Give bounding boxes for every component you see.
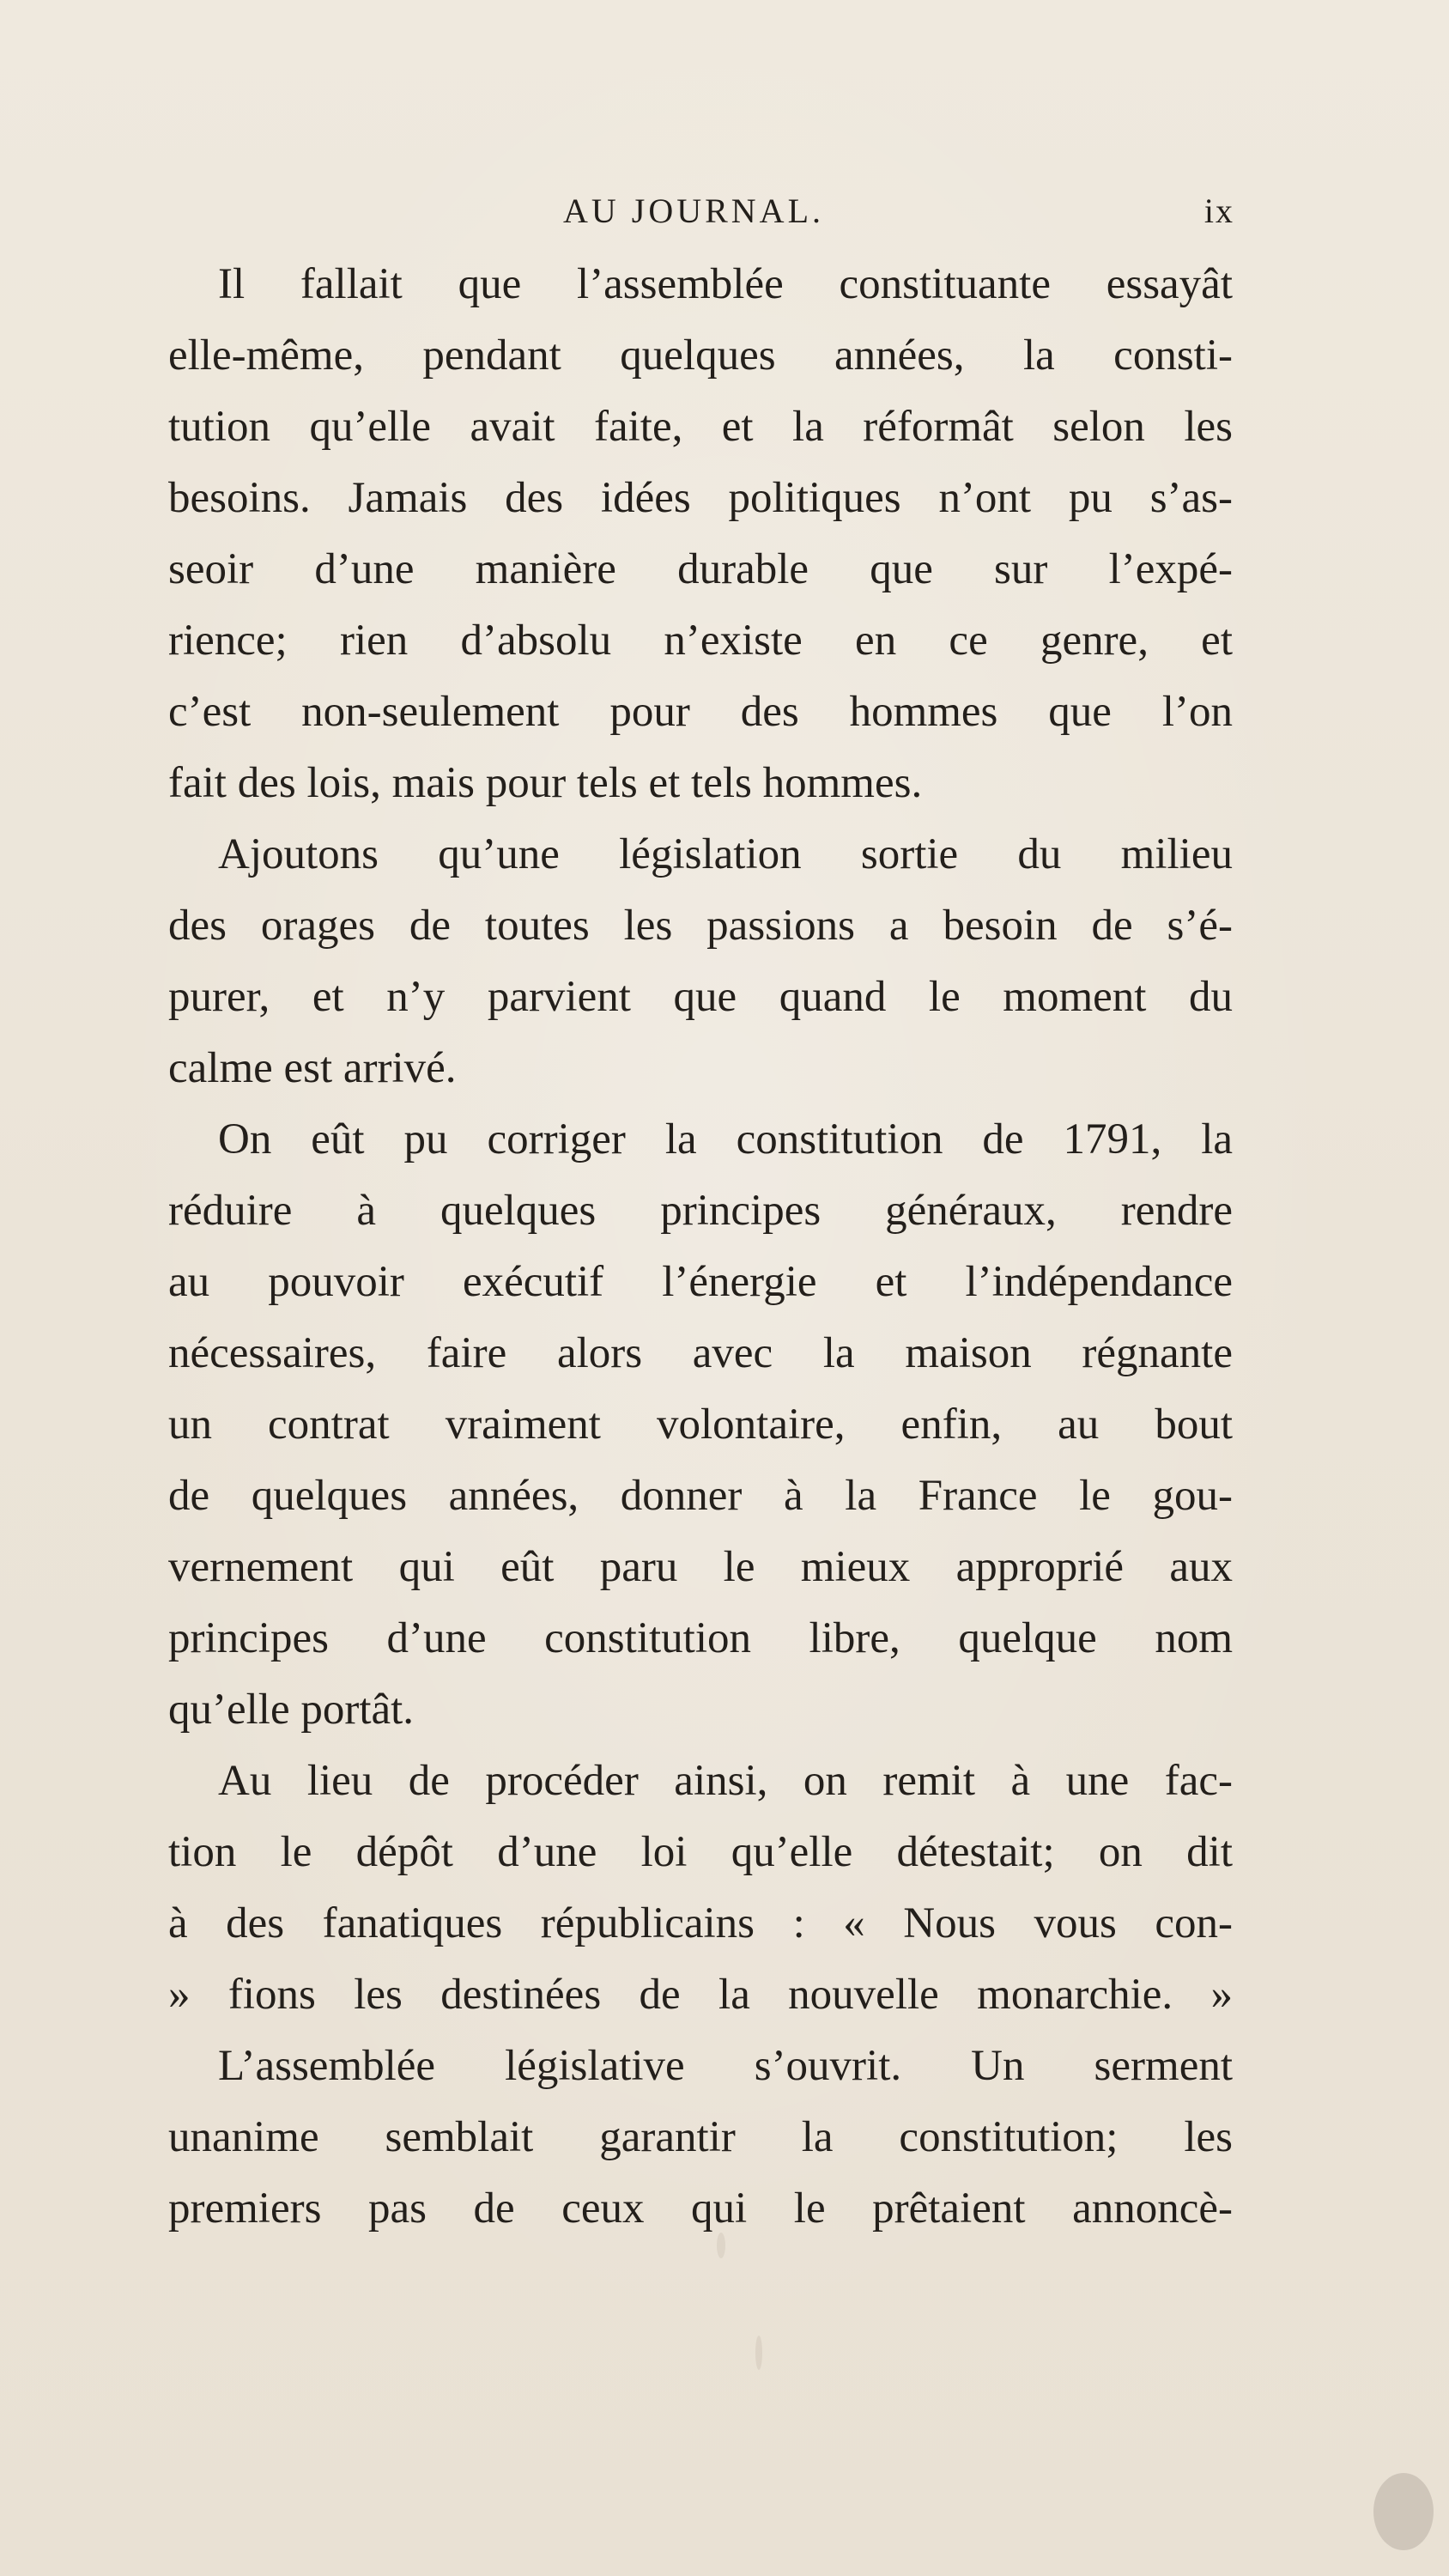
text-line: qu’elle portât. xyxy=(168,1686,415,1734)
text-line: besoins. Jamais des idées politiques n’ont pu s’as- xyxy=(168,474,1233,522)
text-line: réduire à quelques principes généraux, rendre xyxy=(168,1187,1233,1235)
text-line: au pouvoir exécutif l’énergie et l’indépendance xyxy=(168,1258,1233,1306)
text-line: de quelques années, donner à la France le gou- xyxy=(168,1472,1233,1520)
text-line: principes d’une constitution libre, quelque nom xyxy=(168,1614,1233,1662)
text-line: tion le dépôt d’une loi qu’elle détestait; on dit xyxy=(168,1828,1233,1876)
text-line: fait des lois, mais pour tels et tels hommes. xyxy=(168,759,923,807)
text-line: Au lieu de procéder ainsi, on remit à une fac- xyxy=(218,1757,1233,1805)
body-text xyxy=(168,249,1233,2245)
text-line: un contrat vraiment volontaire, enfin, au bout xyxy=(168,1400,1233,1449)
text-line: des orages de toutes les passions a besoin de s’é- xyxy=(168,902,1233,950)
text-line: Il fallait que l’assemblée constituante essayât xyxy=(218,260,1233,308)
running-title: AU JOURNAL. xyxy=(563,191,824,230)
text-line: calme est arrivé. xyxy=(168,1044,457,1092)
running-head xyxy=(170,187,1234,235)
text-line: à des fanatiques républicains : « Nous vous con- xyxy=(168,1899,1233,1947)
text-line: Ajoutons qu’une législation sortie du milieu xyxy=(218,830,1233,878)
text-line: » fions les destinées de la nouvelle monarchie. » xyxy=(168,1971,1233,2019)
text-line: c’est non-seulement pour des hommes que l’on xyxy=(168,688,1233,736)
text-line: premiers pas de ceux qui le prêtaient annoncè- xyxy=(168,2184,1233,2233)
text-line: nécessaires, faire alors avec la maison régnante xyxy=(168,1329,1233,1377)
text-line: On eût pu corriger la constitution de 1791, la xyxy=(218,1115,1233,1163)
page-number: ix xyxy=(1203,191,1234,230)
text-line: L’assemblée législative s’ouvrit. Un serment xyxy=(218,2042,1233,2090)
text-line: seoir d’une manière durable que sur l’expé- xyxy=(168,545,1233,593)
text-line: unanime semblait garantir la constitution; les xyxy=(168,2113,1233,2161)
text-line: rience; rien d’absolu n’existe en ce genre, et xyxy=(168,617,1233,665)
text-line: elle-même, pendant quelques années, la consti- xyxy=(168,331,1233,380)
paper-stain xyxy=(755,2336,762,2370)
text-line: tution qu’elle avait faite, et la réformât selon les xyxy=(168,403,1233,451)
text-line: vernement qui eût paru le mieux approprié aux xyxy=(168,1543,1233,1591)
text-line: purer, et n’y parvient que quand le moment du xyxy=(168,973,1233,1021)
paper-stain xyxy=(1373,2473,1434,2550)
